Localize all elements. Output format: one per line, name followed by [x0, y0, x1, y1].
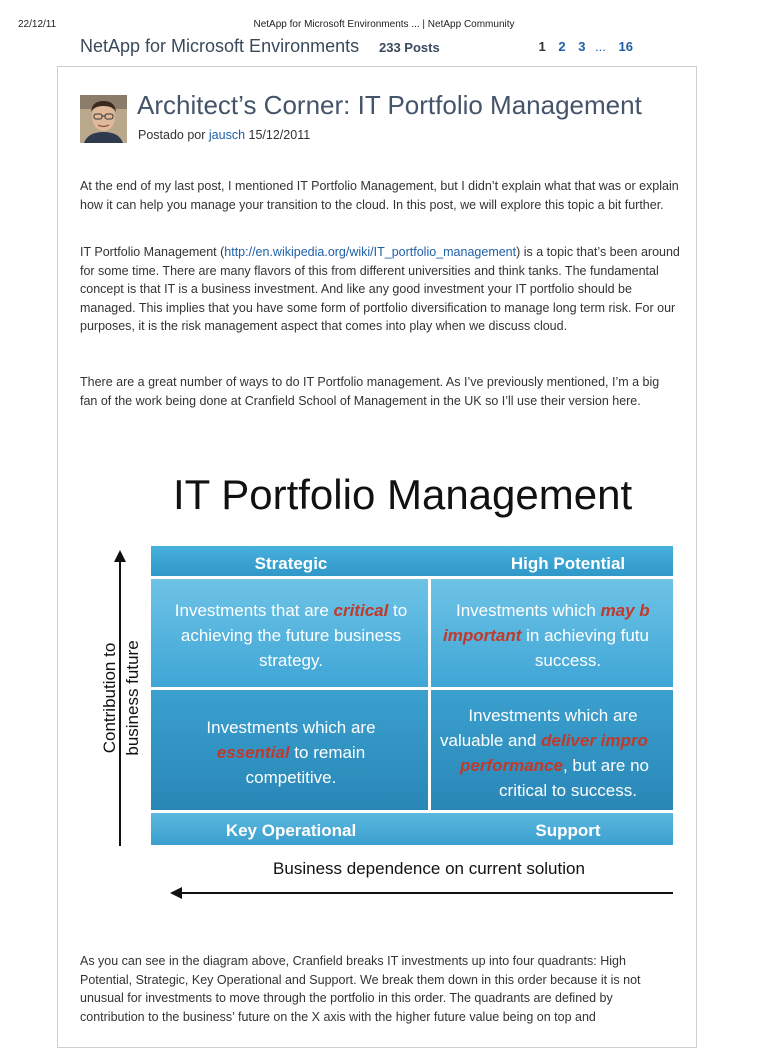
support-line-4: critical to success. [499, 781, 637, 800]
strategic-line-3: strategy. [259, 651, 323, 670]
support-line-2: valuable and deliver impro [440, 731, 648, 750]
post-title: Architect’s Corner: IT Portfolio Management [137, 90, 642, 120]
x-axis-arrowhead [170, 887, 182, 899]
key-operational-line-3: competitive. [245, 768, 337, 787]
diagram-title: IT Portfolio Management [173, 471, 633, 518]
paragraph-quadrants: As you can see in the diagram above, Cranfield breaks IT investments up into four quadrants: High Potential, Strategic, Key Operational and Support. We break them down in this order because it is not unusual for investments to move through the portfolio in this order. The quadrants are defined by contribution to the business’ future on the X axis with the higher future value being on top and [80, 954, 641, 1024]
strategic-line-1: Investments that are critical to [174, 601, 408, 620]
page-link-16[interactable]: 16 [618, 39, 633, 54]
label-key-operational: Key Operational [225, 821, 357, 840]
page-link-3[interactable]: 3 [578, 39, 586, 54]
page-ellipsis: ... [595, 39, 606, 54]
author-avatar[interactable] [80, 95, 127, 143]
support-line-1: Investments which are [468, 706, 638, 725]
portfolio-diagram [80, 458, 673, 910]
blog-bar [80, 36, 690, 60]
y-axis-label-line-2: business future [123, 640, 142, 756]
high-potential-line-2: important in achieving futu [443, 626, 649, 645]
page-link-2[interactable]: 2 [558, 39, 566, 54]
wikipedia-link[interactable]: http://en.wikipedia.org/wiki/IT_portfolio_management [224, 245, 517, 259]
author-link[interactable]: jausch [208, 128, 246, 142]
label-support: Support [535, 821, 601, 840]
print-date: 22/12/11 [18, 19, 57, 30]
high-potential-line-1: Investments which may b [456, 601, 650, 620]
label-strategic: Strategic [254, 554, 328, 573]
support-line-3: performance, but are no [460, 756, 649, 775]
p2-text-after: ) is a topic that’s been around for some time. There are many flavors of this from different universities and think tanks. The fundamental concept is that IT is a business investment. And like any good investment your IT portfolio should be managed. This implies that you have some form of portfolio diversification to manage long term risk. For our purposes, it is the risk management aspect that comes into play when we discuss cloud. [80, 245, 680, 333]
label-high-potential: High Potential [510, 554, 626, 573]
avatar-photo [80, 95, 127, 143]
pagination [538, 39, 633, 54]
post-count: 233 Posts [379, 40, 440, 55]
key-operational-line-1: Investments which are [206, 718, 376, 737]
paragraph-definition [80, 243, 680, 336]
post-byline [138, 128, 310, 142]
page-link-1[interactable]: 1 [538, 39, 546, 54]
post-date: 15/12/2011 [248, 128, 311, 142]
paragraph-intro: At the end of my last post, I mentioned IT Portfolio Management, but I didn’t explain what that was or explain how it can help you manage your transition to the cloud. In this post, we will explore this topic a bit further. [80, 179, 679, 212]
high-potential-line-3: success. [534, 651, 602, 670]
x-axis-label: Business dependence on current solution [273, 859, 585, 878]
blog-title[interactable]: NetApp for Microsoft Environments [80, 36, 360, 56]
byline-prefix: Postado por [138, 128, 206, 142]
y-axis-arrowhead [114, 550, 126, 562]
print-header [0, 19, 768, 33]
key-operational-line-2: essential to remain [216, 743, 366, 762]
p2-text-before: IT Portfolio Management ( [80, 245, 225, 259]
y-axis-label-line-1: Contribution to [100, 642, 119, 754]
strategic-line-2: achieving the future business [180, 626, 402, 645]
paragraph-cranfield: There are a great number of ways to do IT Portfolio management. As I’ve previously mentioned, I’m a big fan of the work being done at Cranfield School of Management in the UK so I’ll use their version here. [80, 375, 660, 408]
print-page-title: NetApp for Microsoft Environments ... | NetApp Community [253, 19, 515, 30]
